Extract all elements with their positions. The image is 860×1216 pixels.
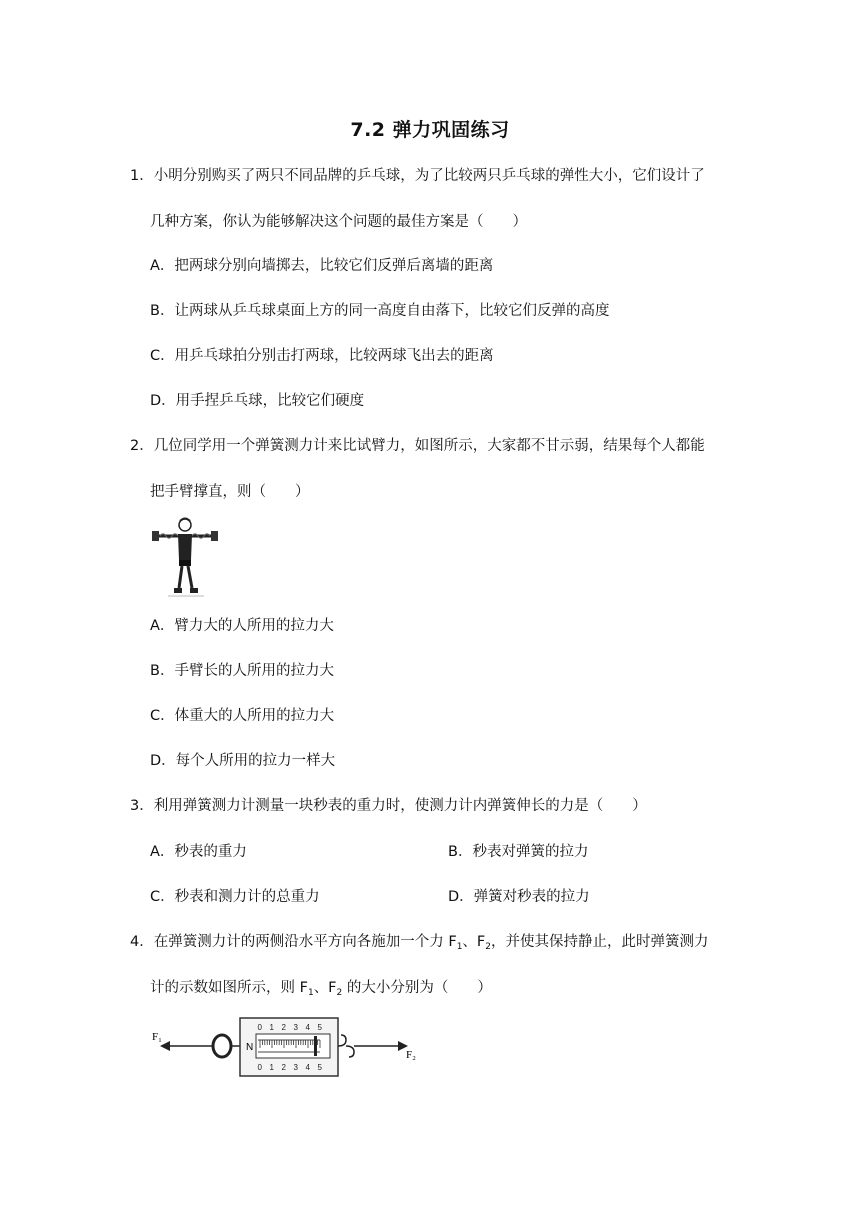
scale-number: 3 [293, 1063, 298, 1072]
question-2-option-b: B．手臂长的人所用的拉力大 [150, 663, 334, 679]
scale-number: 3 [293, 1023, 298, 1032]
question-1-option-c: C．用乒乓球拍分别击打两球，比较两球飞出去的距离 [150, 348, 494, 364]
unit-label: N [246, 1042, 254, 1053]
scale-number: 4 [305, 1063, 310, 1072]
scale-number: 1 [269, 1023, 274, 1032]
question-1-option-d: D．用手捏乒乓球，比较它们硬度 [150, 393, 365, 409]
question-2-option-d: D．每个人所用的拉力一样大 [150, 753, 336, 769]
scale-number: 0 [257, 1063, 262, 1072]
page-title: 7.2 弹力巩固练习 [350, 119, 510, 141]
question-4-stem-cont: 计的示数如图所示，则 $F_1$、$F_2$ 的大小分别为（ ） [150, 980, 492, 998]
question-3-option-c: C．秒表和测力计的总重力 [150, 889, 320, 905]
scale-number: 5 [317, 1063, 322, 1072]
question-3-stem: 3．利用弹簧测力计测量一块秒表的重力时，使测力计内弹簧伸长的力是（ ） [130, 798, 647, 814]
question-2-stem-cont: 把手臂撑直，则（ ） [150, 484, 310, 500]
question-1-stem-cont: 几种方案，你认为能够解决这个问题的最佳方案是（ ） [150, 214, 527, 230]
question-4-figure-spring-scale [150, 1012, 422, 1084]
scale-number: 4 [305, 1023, 310, 1032]
question-3-option-b: B．秒表对弹簧的拉力 [448, 844, 589, 860]
question-1-option-b: B．让两球从乒乓球桌面上方的同一高度自由落下，比较它们反弹的高度 [150, 303, 610, 319]
question-2-option-a: A．臂力大的人所用的拉力大 [150, 618, 334, 634]
scale-number: 5 [317, 1023, 322, 1032]
question-1-stem: 1．小明分别购买了两只不同品牌的乒乓球，为了比较两只乒乓球的弹性大小，它们设计了 [130, 168, 705, 184]
f1-label: F₁ [152, 1031, 162, 1043]
f2-label: F₂ [406, 1049, 416, 1061]
question-4-stem: 4．在弹簧测力计的两侧沿水平方向各施加一个力 $F_1$、$F_2$，并使其保持静止，此时弹簧测力 [130, 934, 709, 952]
question-3-option-a: A．秒表的重力 [150, 844, 247, 860]
scale-number: 2 [281, 1023, 286, 1032]
scale-number: 2 [281, 1063, 286, 1072]
question-2-figure-strongman [150, 516, 220, 598]
question-3-option-d: D．弹簧对秒表的拉力 [448, 889, 590, 905]
scale-number: 1 [269, 1063, 274, 1072]
scale-number: 0 [257, 1023, 262, 1032]
question-1-option-a: A．把两球分别向墙掷去，比较它们反弹后离墙的距离 [150, 258, 494, 274]
question-2-stem: 2．几位同学用一个弹簧测力计来比试臂力，如图所示，大家都不甘示弱，结果每个人都能 [130, 438, 705, 454]
question-2-option-c: C．体重大的人所用的拉力大 [150, 708, 335, 724]
